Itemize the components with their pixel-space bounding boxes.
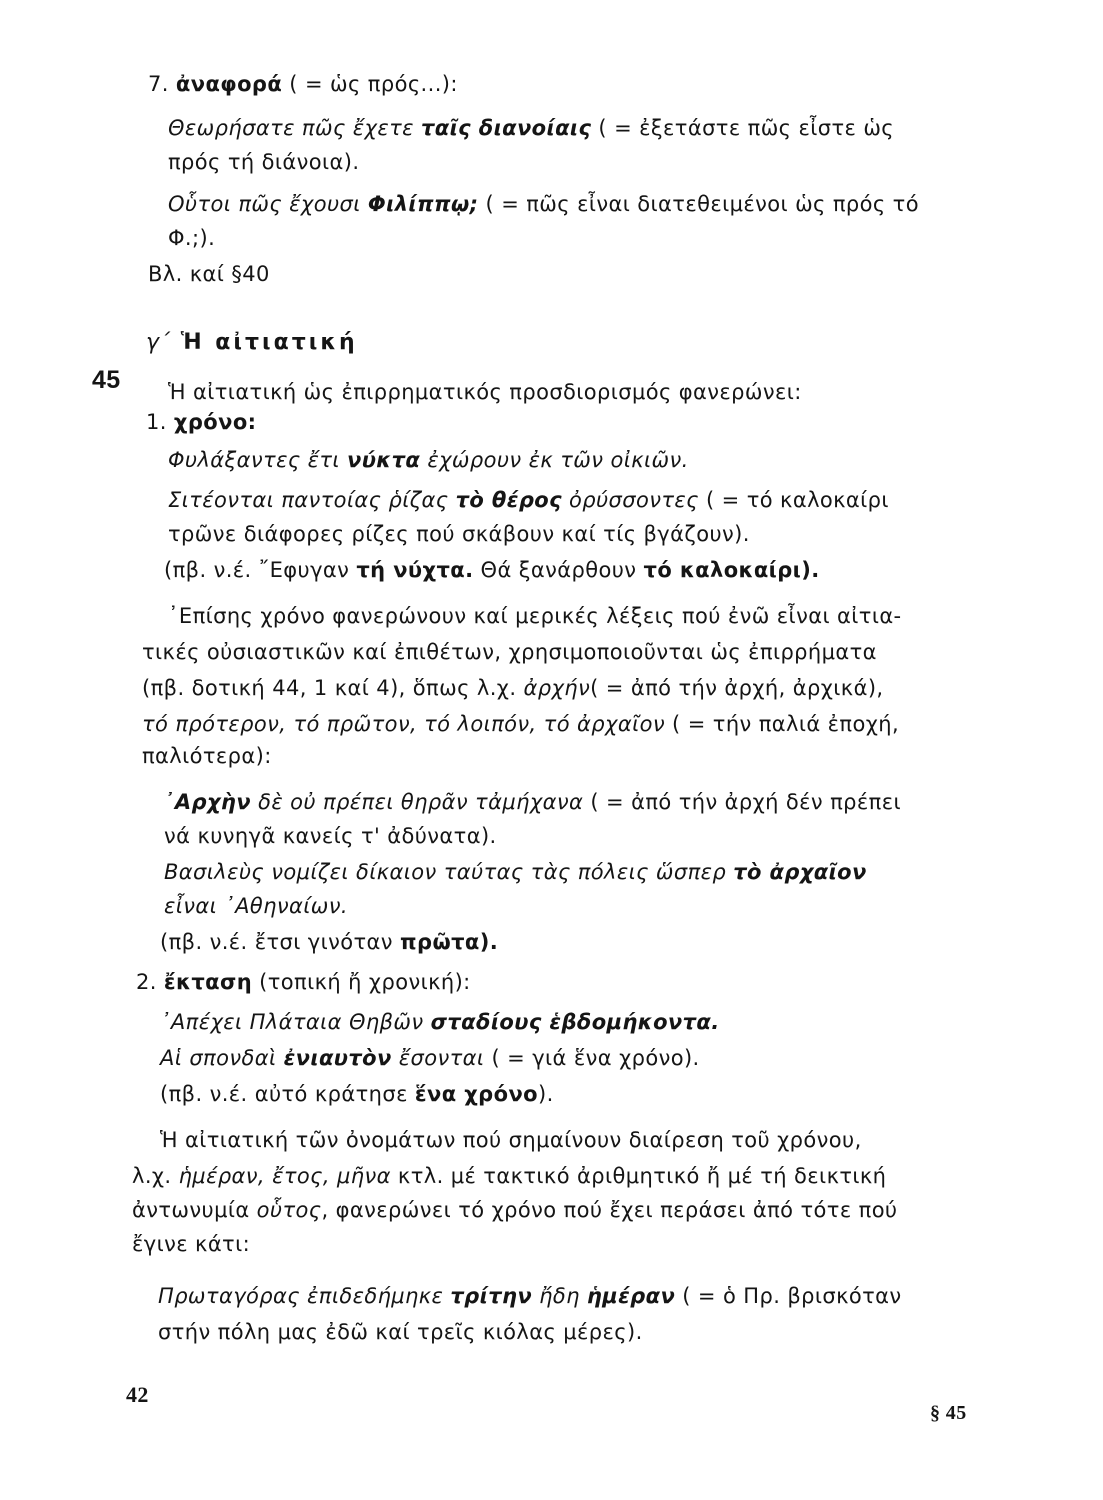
item-2-term: ἔκταση <box>163 970 253 994</box>
body-line: Ἡ αἰτιατική τῶν ὀνομάτων πού σημαίνουν διαίρεση τοῦ χρόνου, <box>160 1128 862 1152</box>
example-line: πρός τή διάνοια). <box>168 150 360 174</box>
item-7-definition: ( = ὡς πρός...): <box>282 72 458 96</box>
example-line: Βασιλεὺς νομίζει δίκαιον ταύτας τὰς πόλεις ὥσπερ τὸ ἀρχαῖον <box>164 860 867 884</box>
body-line: παλιότερα): <box>142 744 272 768</box>
section-heading-prefix: γ΄ <box>146 330 171 355</box>
comparison-line: (πβ. ν.έ. αὐτό κράτησε ἕνα χρόνο). <box>160 1082 554 1106</box>
body-line: ἔγινε κάτι: <box>132 1232 251 1256</box>
example-line: νά κυνηγᾶ κανείς τ' ἀδύνατα). <box>164 824 497 848</box>
section-reference: § 45 <box>930 1402 967 1424</box>
example-line: Σιτέονται παντοίας ῥίζας τὸ θέρος ὀρύσσοντες ( = τό καλοκαίρι <box>168 488 889 512</box>
comparison-line: (πβ. ν.έ. ἔτσι γινόταν πρῶτα). <box>160 930 499 954</box>
body-line: τικές οὐσιαστικῶν καί ἐπιθέτων, χρησιμοποιοῦνται ὡς ἐπιρρήματα <box>142 640 877 664</box>
item-7-term: ἀναφορά <box>175 72 283 96</box>
example-line: ᾿Απέχει Πλάταια Θηβῶν σταδίους ἑβδομήκοντα. <box>160 1010 720 1034</box>
item-2 <box>136 970 471 995</box>
example-line: στήν πόλη μας ἐδῶ καί τρεῖς κιόλας μέρες). <box>158 1320 643 1344</box>
body-line: ἀντωνυμία οὗτος, φανερώνει τό χρόνο πού ἔχει περάσει ἀπό τότε πού <box>132 1198 898 1222</box>
comparison-line: (πβ. ν.έ. ῎Εφυγαν τή νύχτα. Θά ξανάρθουν τό καλοκαίρι). <box>164 558 820 582</box>
body-line: (πβ. δοτική 44, 1 καί 4), ὅπως λ.χ. ἀρχήν( = ἀπό τήν ἀρχή, ἀρχικά), <box>142 676 884 700</box>
example-line: Αἱ σπονδαὶ ἐνιαυτὸν ἔσονται ( = γιά ἕνα χρόνο). <box>160 1046 700 1070</box>
item-1-term: χρόνο: <box>173 410 257 434</box>
page-number: 42 <box>126 1382 149 1407</box>
paragraph-number: 45 <box>92 366 121 394</box>
example-line: Φ.;). <box>168 226 216 250</box>
item-7-number: 7. <box>148 72 169 96</box>
example-line: τρῶνε διάφορες ρίζες πού σκάβουν καί τίς βγάζουν). <box>168 522 750 546</box>
item-7 <box>148 72 458 97</box>
item-2-number: 2. <box>136 970 157 994</box>
example-line: Πρωταγόρας ἐπιδεδήμηκε τρίτην ἤδη ἡμέραν ( = ὁ Πρ. βρισκόταν <box>158 1284 902 1308</box>
example-line: ᾿Αρχὴν δὲ οὐ πρέπει θηρᾶν τἀμήχανα ( = ἀπό τήν ἀρχή δέν πρέπει <box>164 790 901 814</box>
intro-line: Ἡ αἰτιατική ὡς ἐπιρρηματικός προσδιορισμός φανερώνει: <box>168 380 802 404</box>
see-also-reference: Βλ. καί §40 <box>148 262 270 286</box>
section-heading-title: Ἡ αἰτιατική <box>180 330 358 355</box>
item-1 <box>146 410 256 435</box>
body-line: τό πρότερον, τό πρῶτον, τό λοιπόν, τό ἀρχαῖον ( = τήν παλιά ἐποχή, <box>142 712 900 736</box>
example-line: εἶναι ᾿Αθηναίων. <box>164 894 348 918</box>
item-1-number: 1. <box>146 410 167 434</box>
example-line: Θεωρήσατε πῶς ἔχετε ταῖς διανοίαις ( = ἐξετάστε πῶς εἶστε ὡς <box>168 116 895 140</box>
example-line: Φυλάξαντες ἔτι νύκτα ἐχώρουν ἐκ τῶν οἰκιῶν. <box>168 448 689 472</box>
item-2-definition: (τοπική ἤ χρονική): <box>252 970 471 994</box>
example-line: Οὗτοι πῶς ἔχουσι Φιλίππῳ; ( = πῶς εἶναι διατεθειμένοι ὡς πρός τό <box>168 192 919 216</box>
body-line: ᾿Επίσης χρόνο φανερώνουν καί μερικές λέξεις πού ἐνῶ εἶναι αἰτια- <box>168 604 902 628</box>
body-line: λ.χ. ἡμέραν, ἔτος, μῆνα κτλ. μέ τακτικό ἀριθμητικό ἤ μέ τή δεικτική <box>132 1164 887 1188</box>
section-heading <box>146 330 358 356</box>
